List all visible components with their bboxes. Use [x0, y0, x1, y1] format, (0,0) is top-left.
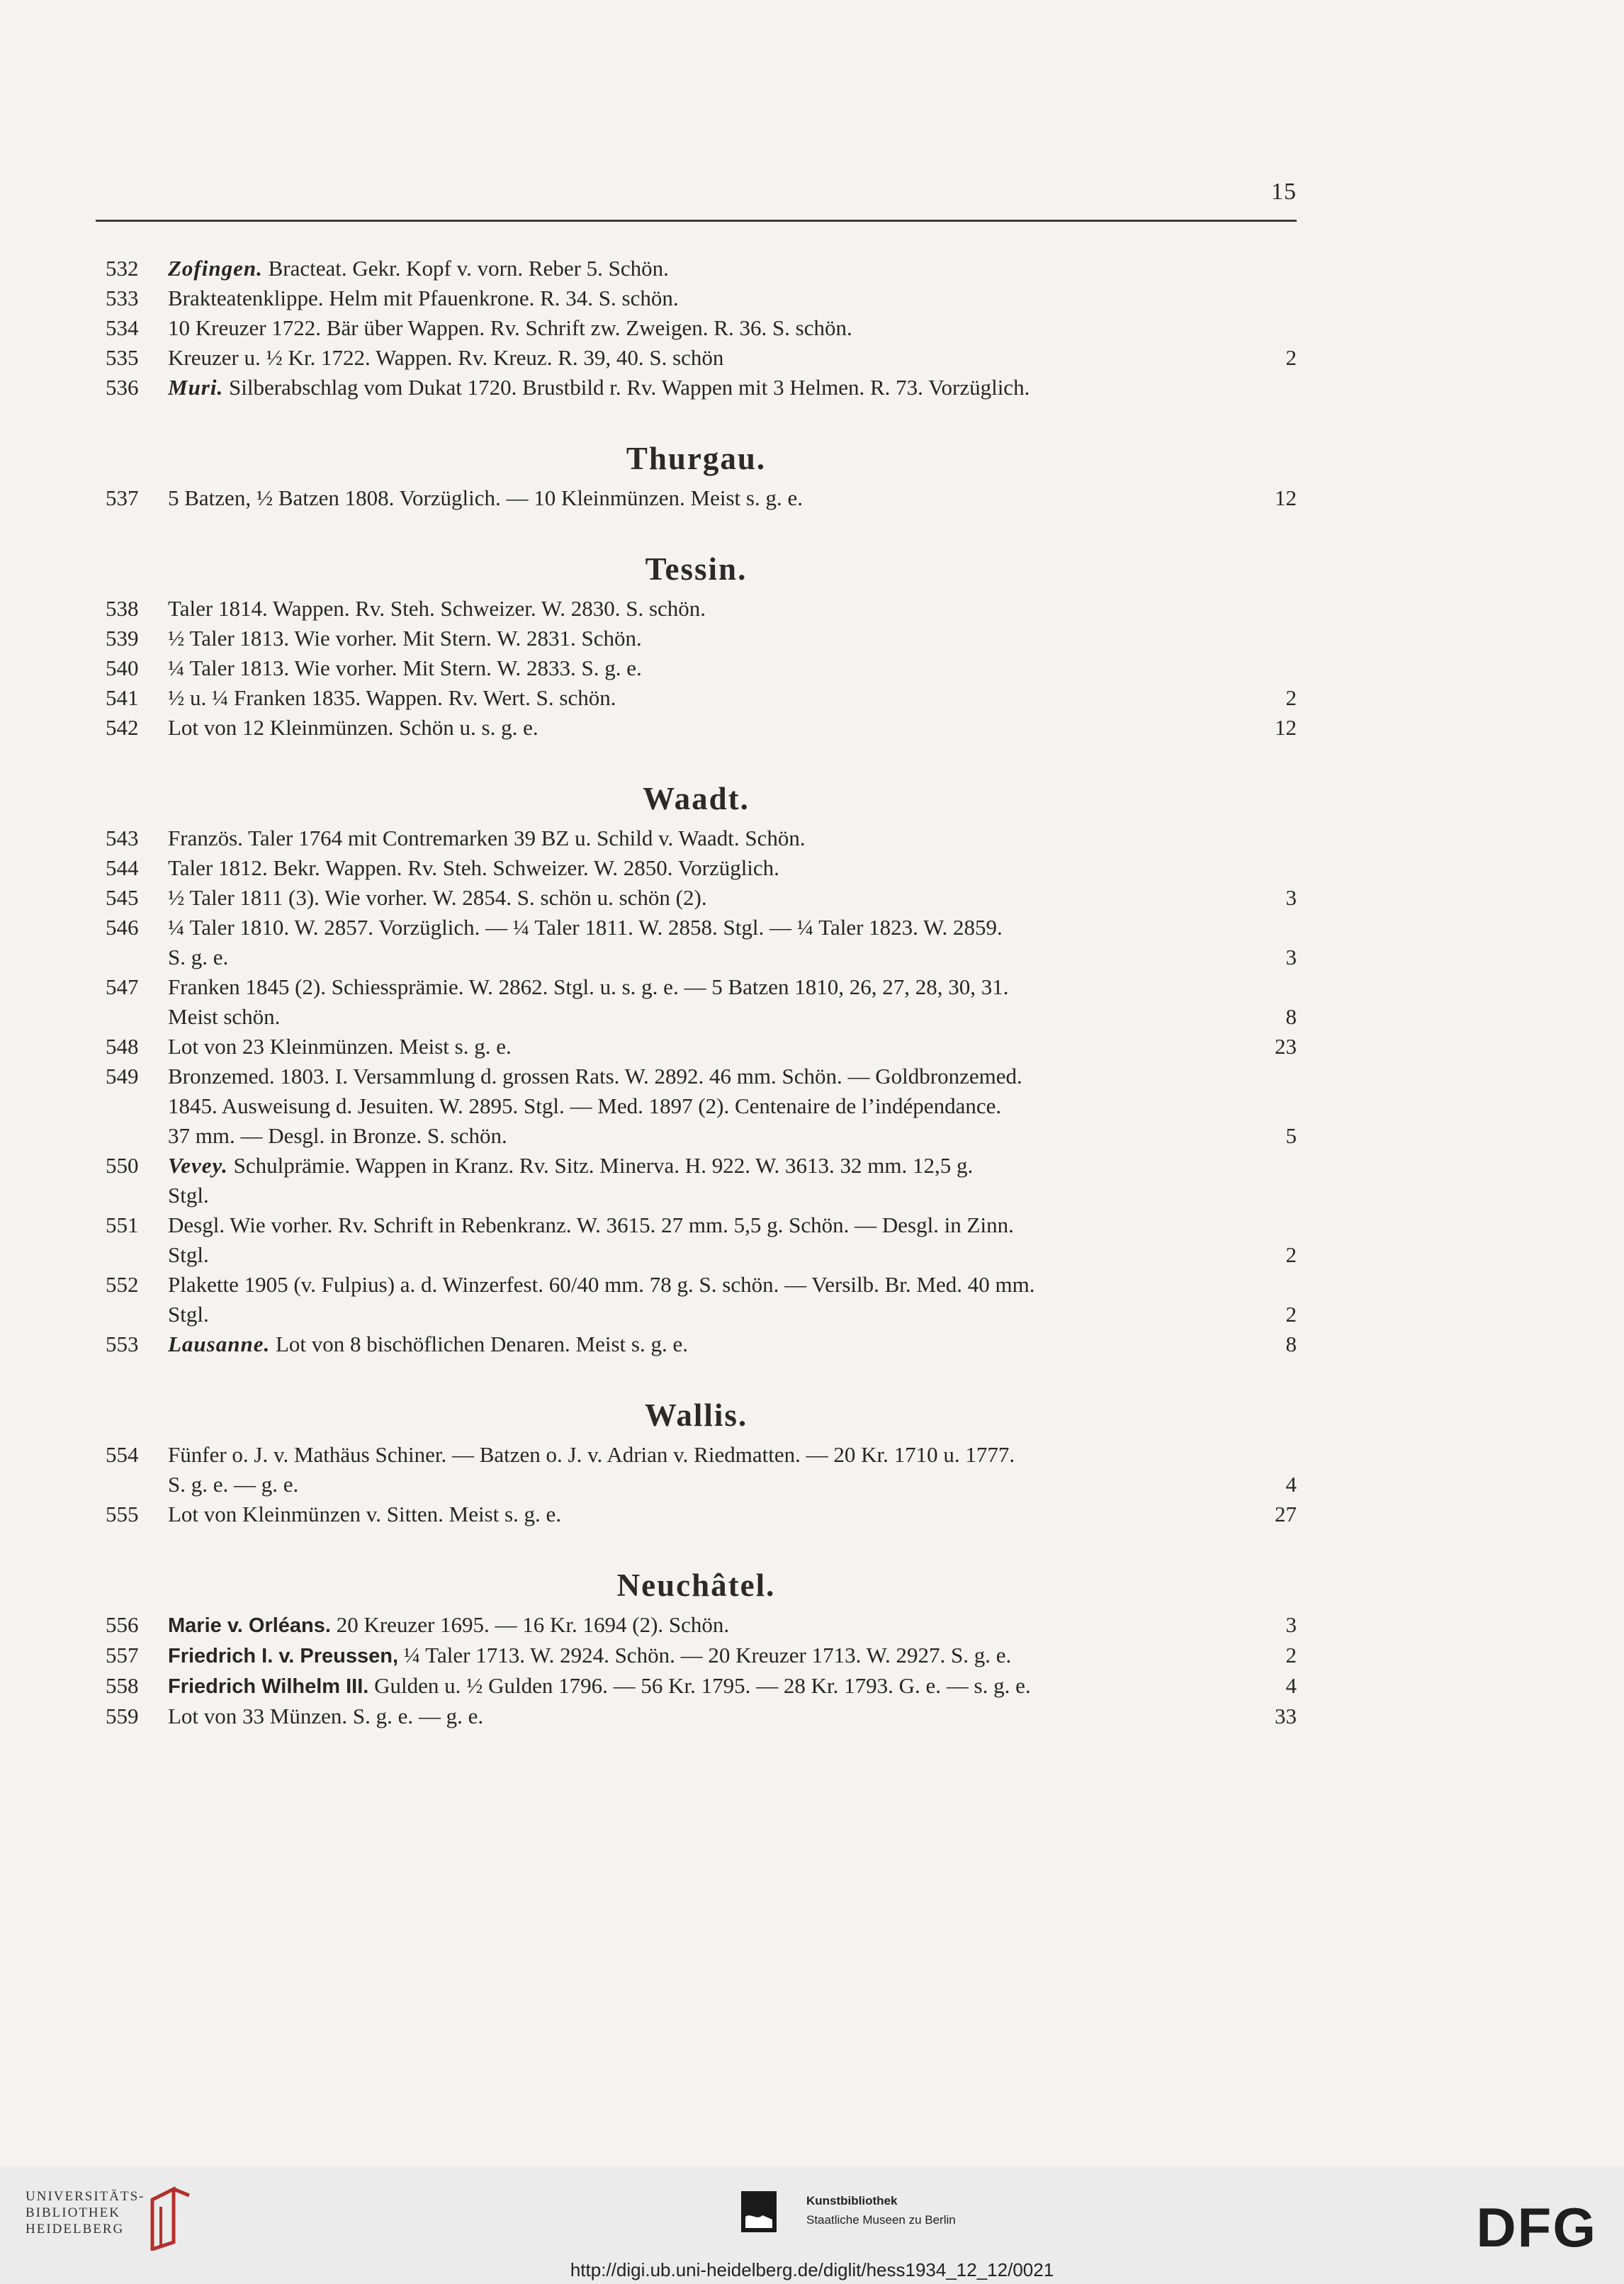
- lot-price: [1274, 373, 1297, 403]
- lot-line: [168, 853, 1297, 883]
- lot-price: [1274, 313, 1297, 343]
- lot-line: [168, 883, 1297, 913]
- lot-text: [168, 1300, 1274, 1329]
- lot-description: [168, 1641, 1297, 1671]
- lot-entry: [96, 683, 1297, 713]
- lot-text-body: Brakteatenklippe. Helm mit Pfauenkrone. R. 34. S. schön.: [168, 286, 679, 310]
- lot-price: 8: [1285, 1004, 1297, 1029]
- lot-number: 537: [106, 485, 139, 510]
- lot-line: [168, 653, 1297, 683]
- lot-price: 3: [1285, 1612, 1297, 1637]
- lot-text: [168, 1270, 1274, 1300]
- lot-description: [168, 1270, 1297, 1329]
- lot-text: [168, 913, 1274, 943]
- lot-line: [168, 972, 1297, 1002]
- lot-price: 4: [1285, 1472, 1297, 1497]
- lot-number: 547: [106, 974, 139, 999]
- lot-text-body: Lot von 12 Kleinmünzen. Schön u. s. g. e.: [168, 715, 538, 740]
- lot-text-body: Stgl.: [168, 1302, 209, 1327]
- lot-text-body: Kreuzer u. ½ Kr. 1722. Wappen. Rv. Kreuz. R. 39, 40. S. schön: [168, 345, 724, 370]
- kunstbibliothek-logo[interactable]: [806, 2191, 956, 2229]
- lot-line: [168, 1032, 1297, 1062]
- page-number: 15: [1271, 179, 1297, 205]
- lot-text: [168, 713, 1266, 743]
- lot-description: [168, 483, 1297, 513]
- lot-number: 535: [106, 345, 139, 370]
- lot-number: 541: [106, 685, 139, 710]
- lot-entry: [96, 913, 1297, 972]
- section-heading: Thurgau.: [626, 441, 767, 476]
- lot-line: [168, 313, 1297, 343]
- ruler-name: Marie v. Orléans.: [168, 1614, 331, 1637]
- lot-entry: [96, 1210, 1297, 1270]
- lot-line: [168, 913, 1297, 943]
- lot-entry: [96, 483, 1297, 513]
- lot-price: 2: [1285, 685, 1297, 710]
- lot-text: [168, 883, 1274, 913]
- section-heading: Wallis.: [644, 1397, 748, 1433]
- lot-text: [168, 1181, 1274, 1210]
- lot-text: [168, 1671, 1274, 1701]
- lot-text-body: Schulprämie. Wappen in Kranz. Rv. Sitz. Minerva. H. 922. W. 3613. 32 mm. 12,5 g.: [227, 1153, 974, 1178]
- lot-text: [168, 1210, 1274, 1240]
- kunstbibliothek-logo-icon: [741, 2191, 777, 2232]
- lot-price: [1274, 1440, 1297, 1470]
- lot-text-body: Franken 1845 (2). Schiessprämie. W. 2862. Stgl. u. s. g. e. — 5 Batzen 1810, 26, 27, 28, 30, 31.: [168, 974, 1009, 999]
- lot-description: [168, 913, 1297, 972]
- lot-price: [1274, 283, 1297, 313]
- lot-number: 557: [106, 1643, 139, 1667]
- lot-price: 23: [1275, 1034, 1297, 1059]
- lot-description: [168, 972, 1297, 1032]
- lot-text: [168, 1062, 1274, 1091]
- lot-text-body: Silberabschlag vom Dukat 1720. Brustbild r. Rv. Wappen mit 3 Helmen. R. 73. Vorzüglich.: [223, 375, 1030, 400]
- lot-line: [168, 1151, 1297, 1181]
- lot-price: [1274, 653, 1297, 683]
- lot-price: [1274, 1210, 1297, 1240]
- uni-logo-line: BIBLIOTHEK: [26, 2205, 120, 2220]
- lot-number: 540: [106, 656, 139, 680]
- lot-text-body: Französ. Taler 1764 mit Contremarken 39 BZ u. Schild v. Waadt. Schön.: [168, 826, 806, 850]
- lot-line: [168, 254, 1297, 283]
- lot-entry: [96, 853, 1297, 883]
- lot-entry: [96, 713, 1297, 743]
- lot-entry: [96, 1610, 1297, 1641]
- lot-text: [168, 343, 1274, 373]
- lot-description: [168, 594, 1297, 624]
- lot-text-body: 37 mm. — Desgl. in Bronze. S. schön.: [168, 1123, 507, 1148]
- lot-text-body: Stgl.: [168, 1242, 209, 1267]
- lot-text: [168, 1240, 1274, 1270]
- lot-number: 533: [106, 286, 139, 310]
- lot-line: [168, 624, 1297, 653]
- lot-text: [168, 1151, 1274, 1181]
- ruler-name: Friedrich I. v. Preussen,: [168, 1645, 399, 1667]
- lot-description: [168, 853, 1297, 883]
- lot-line: [168, 683, 1297, 713]
- lot-description: [168, 624, 1297, 653]
- lot-text-body: Lot von 23 Kleinmünzen. Meist s. g. e.: [168, 1034, 512, 1059]
- lot-line: [168, 1121, 1297, 1151]
- lot-entry: [96, 1500, 1297, 1529]
- lot-price: [1274, 1091, 1297, 1121]
- lot-price: 2: [1285, 1643, 1297, 1667]
- lot-line: [168, 1091, 1297, 1121]
- lot-price: [1274, 254, 1297, 283]
- lot-text-body: ½ u. ¼ Franken 1835. Wappen. Rv. Wert. S. schön.: [168, 685, 616, 710]
- lot-text: [168, 1641, 1274, 1671]
- lot-text: [168, 283, 1274, 313]
- lot-entry: [96, 283, 1297, 313]
- lot-text: [168, 943, 1274, 972]
- lot-entry: [96, 343, 1297, 373]
- lot-number: 538: [106, 596, 139, 621]
- lot-text-body: Stgl.: [168, 1183, 209, 1208]
- lot-text: [168, 1500, 1266, 1529]
- lot-description: [168, 1210, 1297, 1270]
- lot-text: [168, 254, 1274, 283]
- lot-line: [168, 283, 1297, 313]
- lot-number: 536: [106, 375, 139, 400]
- lot-number: 551: [106, 1213, 139, 1237]
- section-heading: Waadt.: [643, 781, 750, 816]
- lot-description: [168, 883, 1297, 913]
- lot-text: [168, 853, 1274, 883]
- header-rule: [96, 220, 1297, 222]
- lot-text: [168, 683, 1274, 713]
- lot-text-body: Bracteat. Gekr. Kopf v. vorn. Reber 5. Schön.: [262, 256, 669, 281]
- lot-text-body: Lot von 33 Münzen. S. g. e. — g. e.: [168, 1704, 484, 1728]
- lot-text-body: S. g. e. — g. e.: [168, 1472, 299, 1497]
- lot-line: [168, 1610, 1297, 1641]
- lot-price: 2: [1285, 1242, 1297, 1267]
- lot-entry: [96, 254, 1297, 283]
- lot-entry: [96, 1270, 1297, 1329]
- lot-line: [168, 1701, 1297, 1731]
- lot-price: 27: [1275, 1502, 1297, 1526]
- lot-number: 546: [106, 915, 139, 940]
- lot-price: 3: [1285, 885, 1297, 910]
- lot-entry: [96, 972, 1297, 1032]
- lot-price: [1274, 1062, 1297, 1091]
- lot-description: [168, 254, 1297, 283]
- lot-price: 3: [1285, 945, 1297, 969]
- uni-logo-line: HEIDELBERG: [26, 2222, 125, 2237]
- lot-text-body: Fünfer o. J. v. Mathäus Schiner. — Batzen o. J. v. Adrian v. Riedmatten. — 20 Kr. 1710 u. 1777.: [168, 1442, 1015, 1467]
- lot-price: [1274, 594, 1297, 624]
- lot-text-body: ½ Taler 1813. Wie vorher. Mit Stern. W. 2831. Schön.: [168, 626, 642, 651]
- lot-text: [168, 1329, 1274, 1359]
- lot-text-body: Taler 1814. Wappen. Rv. Steh. Schweizer. W. 2830. S. schön.: [168, 596, 706, 621]
- catalog-content: [96, 254, 1297, 1731]
- lot-text-body: Desgl. Wie vorher. Rv. Schrift in Rebenkranz. W. 3615. 27 mm. 5,5 g. Schön. — Desgl. in Zinn.: [168, 1213, 1014, 1237]
- lot-line: [168, 483, 1297, 513]
- ruler-name: Friedrich Wilhelm III.: [168, 1675, 369, 1698]
- lot-line: [168, 1470, 1297, 1500]
- lot-text: [168, 1701, 1266, 1731]
- lot-description: [168, 713, 1297, 743]
- lot-price: 12: [1275, 485, 1297, 510]
- lot-entry: [96, 1671, 1297, 1701]
- lot-line: [168, 1500, 1297, 1529]
- lot-text-body: Meist schön.: [168, 1004, 281, 1029]
- viewer-footer: [0, 2167, 1624, 2284]
- lot-line: [168, 1210, 1297, 1240]
- lot-text-body: 5 Batzen, ½ Batzen 1808. Vorzüglich. — 10 Kleinmünzen. Meist s. g. e.: [168, 485, 803, 510]
- lot-price: [1274, 1151, 1297, 1181]
- section-heading: Neuchâtel.: [616, 1568, 776, 1603]
- university-library-mark-icon: [145, 2185, 195, 2251]
- lot-price: [1274, 972, 1297, 1002]
- lot-text-body: 10 Kreuzer 1722. Bär über Wappen. Rv. Schrift zw. Zweigen. R. 36. S. schön.: [168, 315, 852, 340]
- lot-entry: [96, 1062, 1297, 1151]
- lot-price: [1274, 823, 1297, 853]
- lot-entry: [96, 653, 1297, 683]
- lot-price: 4: [1285, 1673, 1297, 1698]
- lot-line: [168, 943, 1297, 972]
- lot-text: [168, 483, 1266, 513]
- lot-description: [168, 1671, 1297, 1701]
- lot-number: 543: [106, 826, 139, 850]
- lot-text: [168, 1470, 1274, 1500]
- lot-text: [168, 1121, 1274, 1151]
- lot-text-body: Taler 1812. Bekr. Wappen. Rv. Steh. Schweizer. W. 2850. Vorzüglich.: [168, 855, 779, 880]
- lot-text: [168, 653, 1274, 683]
- lot-number: 545: [106, 885, 139, 910]
- lot-number: 544: [106, 855, 139, 880]
- lot-line: [168, 1329, 1297, 1359]
- uni-logo-line: UNIVERSITÄTS-: [26, 2189, 145, 2204]
- lot-entry: [96, 373, 1297, 403]
- permalink-url[interactable]: http://digi.ub.uni-heidelberg.de/diglit/hess1934_12_12/0021: [570, 2259, 1054, 2280]
- place-name: Vevey.: [168, 1153, 228, 1178]
- lot-number: 559: [106, 1704, 139, 1728]
- lot-text: [168, 1091, 1274, 1121]
- lot-price: 5: [1285, 1123, 1297, 1148]
- lot-text-body: Lot von Kleinmünzen v. Sitten. Meist s. g. e.: [168, 1502, 562, 1526]
- lot-number: 552: [106, 1272, 139, 1297]
- lot-text: [168, 624, 1274, 653]
- lot-price: [1274, 853, 1297, 883]
- lot-price: 2: [1285, 345, 1297, 370]
- lot-price: [1274, 913, 1297, 943]
- lot-entry: [96, 1032, 1297, 1062]
- lot-entry: [96, 624, 1297, 653]
- lot-text: [168, 594, 1274, 624]
- lot-number: 534: [106, 315, 139, 340]
- lot-number: 548: [106, 1034, 139, 1059]
- lot-line: [168, 1181, 1297, 1210]
- dfg-logo[interactable]: DFG: [1476, 2196, 1597, 2258]
- lot-description: [168, 653, 1297, 683]
- lot-line: [168, 713, 1297, 743]
- lot-text-body: S. g. e.: [168, 945, 229, 969]
- lot-number: 539: [106, 626, 139, 651]
- lot-price: [1274, 624, 1297, 653]
- lot-number: 542: [106, 715, 139, 740]
- lot-price: [1274, 1270, 1297, 1300]
- lot-entry: [96, 823, 1297, 853]
- lot-text: [168, 373, 1274, 403]
- place-name: Muri.: [168, 375, 224, 400]
- section-heading: Tessin.: [645, 551, 748, 587]
- lot-description: [168, 1610, 1297, 1641]
- lot-number: 554: [106, 1442, 139, 1467]
- lot-entry: [96, 594, 1297, 624]
- lot-number: 549: [106, 1064, 139, 1088]
- lot-text-body: ½ Taler 1811 (3). Wie vorher. W. 2854. S. schön u. schön (2).: [168, 885, 707, 910]
- lot-text: [168, 823, 1274, 853]
- lot-entry: [96, 1641, 1297, 1671]
- lot-text: [168, 313, 1274, 343]
- lot-text: [168, 1032, 1266, 1062]
- lot-line: [168, 823, 1297, 853]
- lot-line: [168, 1671, 1297, 1701]
- lot-description: [168, 1500, 1297, 1529]
- lot-entry: [96, 1329, 1297, 1359]
- lot-text: [168, 1610, 1274, 1641]
- lot-line: [168, 373, 1297, 403]
- lot-number: 532: [106, 256, 139, 281]
- lot-number: 556: [106, 1612, 139, 1637]
- lot-description: [168, 373, 1297, 403]
- lot-text-body: 1845. Ausweisung d. Jesuiten. W. 2895. Stgl. — Med. 1897 (2). Centenaire de l’indépendance.: [168, 1093, 1002, 1118]
- lot-text-body: Gulden u. ½ Gulden 1796. — 56 Kr. 1795. — 28 Kr. 1793. G. e. — s. g. e.: [368, 1673, 1031, 1698]
- lot-entry: [96, 1151, 1297, 1210]
- lot-number: 555: [106, 1502, 139, 1526]
- lot-line: [168, 594, 1297, 624]
- kb-subtitle: Staatliche Museen zu Berlin: [806, 2213, 956, 2227]
- lot-text-body: Lot von 8 bischöflichen Denaren. Meist s. g. e.: [270, 1332, 688, 1356]
- lot-entry: [96, 1440, 1297, 1500]
- lot-entry: [96, 1701, 1297, 1731]
- lot-description: [168, 1062, 1297, 1151]
- lot-text: [168, 1440, 1274, 1470]
- lot-line: [168, 1240, 1297, 1270]
- place-name: Lausanne.: [168, 1332, 271, 1356]
- university-library-logo[interactable]: [26, 2188, 145, 2237]
- lot-line: [168, 1002, 1297, 1032]
- lot-price: 12: [1275, 715, 1297, 740]
- lot-entry: [96, 883, 1297, 913]
- lot-line: [168, 1440, 1297, 1470]
- lot-price: [1274, 1181, 1297, 1210]
- lot-description: [168, 283, 1297, 313]
- lot-entry: [96, 313, 1297, 343]
- place-name: Zofingen.: [168, 256, 263, 281]
- lot-text-body: Plakette 1905 (v. Fulpius) a. d. Winzerfest. 60/40 mm. 78 g. S. schön. — Versilb. Br. Med. 40 mm.: [168, 1272, 1035, 1297]
- lot-number: 558: [106, 1673, 139, 1698]
- lot-description: [168, 343, 1297, 373]
- lot-line: [168, 1641, 1297, 1671]
- lot-text-body: ¼ Taler 1810. W. 2857. Vorzüglich. — ¼ Taler 1811. W. 2858. Stgl. — ¼ Taler 1823. W. 2859.: [168, 915, 1003, 940]
- lot-description: [168, 823, 1297, 853]
- lot-description: [168, 1701, 1297, 1731]
- lot-number: 550: [106, 1153, 139, 1178]
- lot-line: [168, 343, 1297, 373]
- lot-line: [168, 1270, 1297, 1300]
- lot-description: [168, 1032, 1297, 1062]
- lot-number: 553: [106, 1332, 139, 1356]
- lot-text-body: 20 Kreuzer 1695. — 16 Kr. 1694 (2). Schön.: [330, 1612, 730, 1637]
- lot-text-body: ¼ Taler 1713. W. 2924. Schön. — 20 Kreuzer 1713. W. 2927. S. g. e.: [398, 1643, 1012, 1667]
- lot-description: [168, 1329, 1297, 1359]
- lot-description: [168, 313, 1297, 343]
- lot-text: [168, 1002, 1274, 1032]
- lot-description: [168, 1440, 1297, 1500]
- lot-text-body: ¼ Taler 1813. Wie vorher. Mit Stern. W. 2833. S. g. e.: [168, 656, 642, 680]
- lot-price: 8: [1285, 1332, 1297, 1356]
- lot-line: [168, 1062, 1297, 1091]
- lot-description: [168, 683, 1297, 713]
- lot-price: 33: [1275, 1704, 1297, 1728]
- lot-price: 2: [1285, 1302, 1297, 1327]
- lot-description: [168, 1151, 1297, 1210]
- lot-text: [168, 972, 1274, 1002]
- kb-title: Kunstbibliothek: [806, 2194, 898, 2207]
- lot-line: [168, 1300, 1297, 1329]
- lot-text-body: Bronzemed. 1803. I. Versammlung d. grossen Rats. W. 2892. 46 mm. Schön. — Goldbronzemed.: [168, 1064, 1022, 1088]
